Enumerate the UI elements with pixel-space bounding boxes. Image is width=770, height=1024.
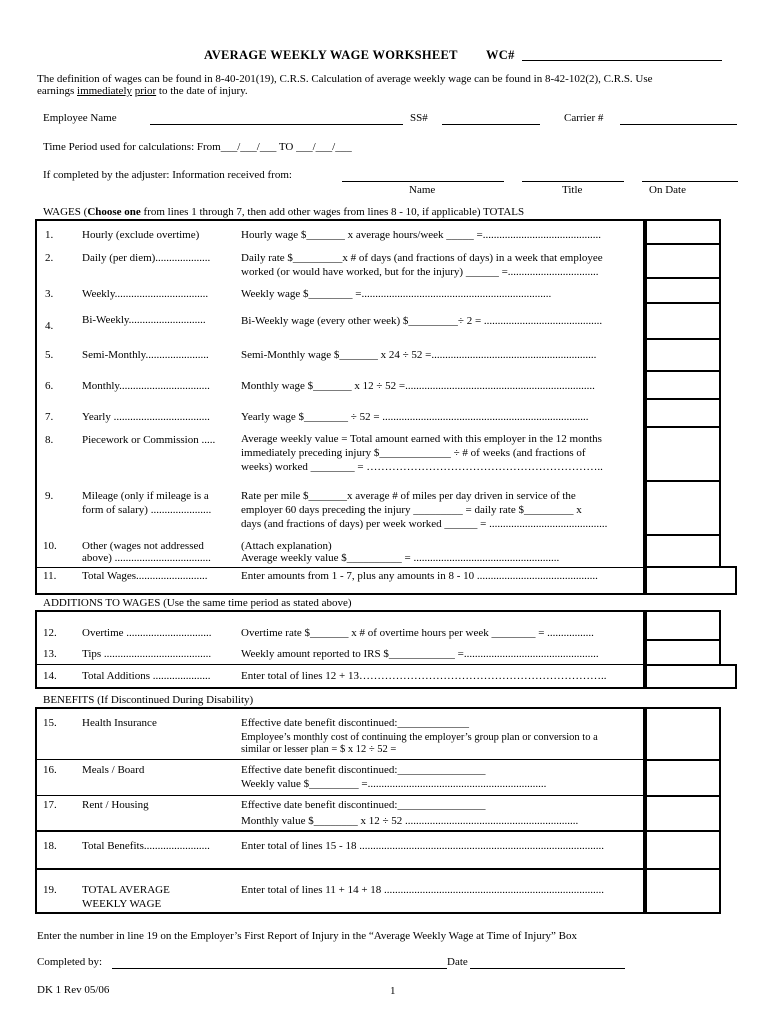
ss-field[interactable] — [442, 124, 540, 125]
total-box-line-4[interactable] — [645, 302, 721, 340]
row-desc: Monthly wage $_______ x 12 ÷ 52 =..................................................................... — [241, 380, 595, 392]
carrier-field[interactable] — [620, 124, 737, 125]
wc-label: WC# — [486, 48, 515, 62]
row-desc: Average weekly value $__________ = ..................................................... — [241, 552, 560, 564]
row-desc: Weekly value $_________ =................................................................. — [241, 778, 547, 790]
date-label: Date — [447, 956, 468, 968]
row-desc: Enter total of lines 12 + 13………………………………………………………….. — [241, 670, 607, 682]
total-box-line-8[interactable] — [645, 426, 721, 482]
row-label: Total Additions ..................... — [82, 670, 211, 682]
total-box-line-17[interactable] — [645, 795, 721, 832]
row-desc: Daily rate $_________x # of days (and fractions of days) in a week that employee — [241, 252, 603, 264]
row-label: Total Wages.......................... — [82, 570, 208, 582]
row-number: 13. — [43, 648, 57, 660]
benefits-header: BENEFITS (If Discontinued During Disability) — [43, 694, 254, 706]
adjuster-title-field[interactable] — [522, 181, 624, 182]
row-desc: Hourly wage $_______ x average hours/week _____ =........................................... — [241, 229, 601, 241]
row-desc: Employee’s monthly cost of continuing the employer’s group plan or conversion to a — [241, 732, 598, 743]
total-box-line-13[interactable] — [645, 639, 721, 666]
row-number: 5. — [45, 349, 54, 361]
adjuster-label: If completed by the adjuster: Information received from: — [43, 169, 292, 181]
row-desc: Semi-Monthly wage $_______ x 24 ÷ 52 =............................................................ — [241, 349, 597, 361]
total-box-line-14[interactable] — [645, 664, 737, 689]
total-box-line-1[interactable] — [645, 219, 721, 245]
row-label: Health Insurance — [82, 717, 157, 729]
row-label: Tips ....................................... — [82, 648, 212, 660]
row-desc: Monthly value $________ x 12 ÷ 52 ............................................................... — [241, 815, 579, 827]
row-desc: Weekly wage $________ =..................................................................... — [241, 288, 552, 300]
row-desc: Bi-Weekly wage (every other week) $_________÷ 2 = ........................................... — [241, 315, 603, 327]
intro-line-2: earnings immediately prior to the date of injury. — [37, 85, 248, 97]
row-desc: Yearly wage $________ ÷ 52 = ........................................................................... — [241, 411, 589, 423]
row-label: Total Benefits........................ — [82, 840, 210, 852]
title-caption: Title — [562, 184, 583, 196]
total-box-line-16[interactable] — [645, 759, 721, 797]
row-desc: days (and fractions of days) per week worked ______ = ........................................... — [241, 518, 608, 530]
row-number: 2. — [45, 252, 54, 264]
adjuster-date-field[interactable] — [642, 181, 738, 182]
row-number: 1. — [45, 229, 54, 241]
total-box-line-19[interactable] — [645, 868, 721, 914]
row-label: Hourly (exclude overtime) — [82, 229, 200, 241]
additions-header: ADDITIONS TO WAGES (Use the same time period as stated above) — [43, 597, 352, 609]
total-box-line-12[interactable] — [645, 610, 721, 641]
row-label: Weekly.................................. — [82, 288, 209, 300]
row-label: Semi-Monthly....................... — [82, 349, 209, 361]
total-box-line-11[interactable] — [645, 566, 737, 595]
row-label: form of salary) ...................... — [82, 504, 212, 516]
row-desc: immediately preceding injury $_____________ ÷ # of weeks (and fractions of — [241, 447, 586, 459]
intro-line-1: The definition of wages can be found in 8-40-201(19), C.R.S. Calculation of average weekly wage can be found in 8-42-102(2), C.R.S. Use — [37, 73, 653, 85]
row-desc: Enter amounts from 1 - 7, plus any amounts in 8 - 10 ............................................ — [241, 570, 598, 582]
total-box-line-9[interactable] — [645, 480, 721, 536]
name-caption: Name — [409, 184, 436, 196]
row-number: 6. — [45, 380, 54, 392]
row-desc: Rate per mile $_______x average # of miles per day driven in service of the — [241, 490, 576, 502]
row-label: Other (wages not addressed — [82, 540, 204, 552]
row-desc: similar or lesser plan = $ x 12 ÷ 52 = — [241, 744, 397, 755]
row-number: 9. — [45, 490, 54, 502]
row-desc: Enter total of lines 11 + 14 + 18 ................................................................................ — [241, 884, 605, 896]
row-label: Meals / Board — [82, 764, 145, 776]
row-label: Rent / Housing — [82, 799, 149, 811]
row-desc: Weekly amount reported to IRS $____________ =................................................. — [241, 648, 599, 660]
completed-by-label: Completed by: — [37, 956, 103, 968]
row-desc: Effective date benefit discontinued:________________ — [241, 799, 486, 811]
wc-number-field[interactable] — [522, 60, 722, 61]
row-label: Overtime ............................... — [82, 627, 212, 639]
row-number: 12. — [43, 627, 57, 639]
row-desc: worked (or would have worked, but for the injury) ______ =................................. — [241, 266, 599, 278]
row-number: 14. — [43, 670, 57, 682]
page-title: AVERAGE WEEKLY WAGE WORKSHEET — [204, 48, 458, 62]
row-label: above) ................................... — [82, 552, 211, 564]
total-box-line-3[interactable] — [645, 277, 721, 304]
row-number: 3. — [45, 288, 54, 300]
row-number: 10. — [43, 540, 57, 552]
row-label: Mileage (only if mileage is a — [82, 490, 209, 502]
row-label: Piecework or Commission ..... — [82, 434, 216, 446]
row-desc: Enter total of lines 15 - 18 ......................................................................................... — [241, 840, 604, 852]
row-desc: Average weekly value = Total amount earned with this employer in the 12 months — [241, 433, 602, 445]
row-number: 16. — [43, 764, 57, 776]
form-id: DK 1 Rev 05/06 — [37, 984, 110, 996]
row-desc: (Attach explanation) — [241, 540, 332, 552]
row-desc: Effective date benefit discontinued:_____________ — [241, 717, 469, 729]
row-number: 4. — [45, 320, 54, 332]
total-box-line-5[interactable] — [645, 338, 721, 372]
total-box-line-7[interactable] — [645, 398, 721, 428]
employee-name-label: Employee Name — [43, 112, 117, 124]
employee-name-field[interactable] — [150, 124, 403, 125]
adjuster-name-field[interactable] — [342, 181, 504, 182]
total-box-line-10[interactable] — [645, 534, 721, 568]
row-label: WEEKLY WAGE — [82, 898, 162, 910]
page-number: 1 — [390, 985, 396, 997]
row-number: 17. — [43, 799, 57, 811]
total-box-line-2[interactable] — [645, 243, 721, 279]
row-label: Bi-Weekly............................ — [82, 314, 206, 326]
row-number: 8. — [45, 434, 54, 446]
row-label: Yearly ................................... — [82, 411, 210, 423]
ss-label: SS# — [410, 112, 428, 124]
on-date-caption: On Date — [649, 184, 686, 196]
footer-instruction: Enter the number in line 19 on the Employer’s First Report of Injury in the “Average Weekly Wage at Time of Injury” Box — [37, 930, 577, 942]
row-number: 15. — [43, 717, 57, 729]
row-desc: Overtime rate $_______ x # of overtime hours per week ________ = ................. — [241, 627, 594, 639]
row-number: 19. — [43, 884, 57, 896]
row-desc: Effective date benefit discontinued:________________ — [241, 764, 486, 776]
row-number: 18. — [43, 840, 57, 852]
wages-header: WAGES (Choose one from lines 1 through 7, then add other wages from lines 8 - 10, if applicable) TOTALS — [43, 206, 525, 218]
row-label: Daily (per diem).................... — [82, 252, 211, 264]
total-box-line-18[interactable] — [645, 830, 721, 870]
row-label: TOTAL AVERAGE — [82, 884, 170, 896]
total-box-line-6[interactable] — [645, 370, 721, 400]
carrier-label: Carrier # — [564, 112, 604, 124]
row-number: 7. — [45, 411, 54, 423]
row-number: 11. — [43, 570, 57, 582]
row-label: Monthly................................. — [82, 380, 210, 392]
total-box-line-15[interactable] — [645, 707, 721, 761]
row-desc: employer 60 days preceding the injury _________ = daily rate $_________ x — [241, 504, 582, 516]
date-field[interactable] — [470, 968, 625, 969]
completed-by-field[interactable] — [112, 968, 447, 969]
row-desc: weeks) worked ________ = ……………………………………………………….. — [241, 461, 603, 473]
time-period: Time Period used for calculations: From___/___/___ TO ___/___/___ — [43, 141, 352, 153]
